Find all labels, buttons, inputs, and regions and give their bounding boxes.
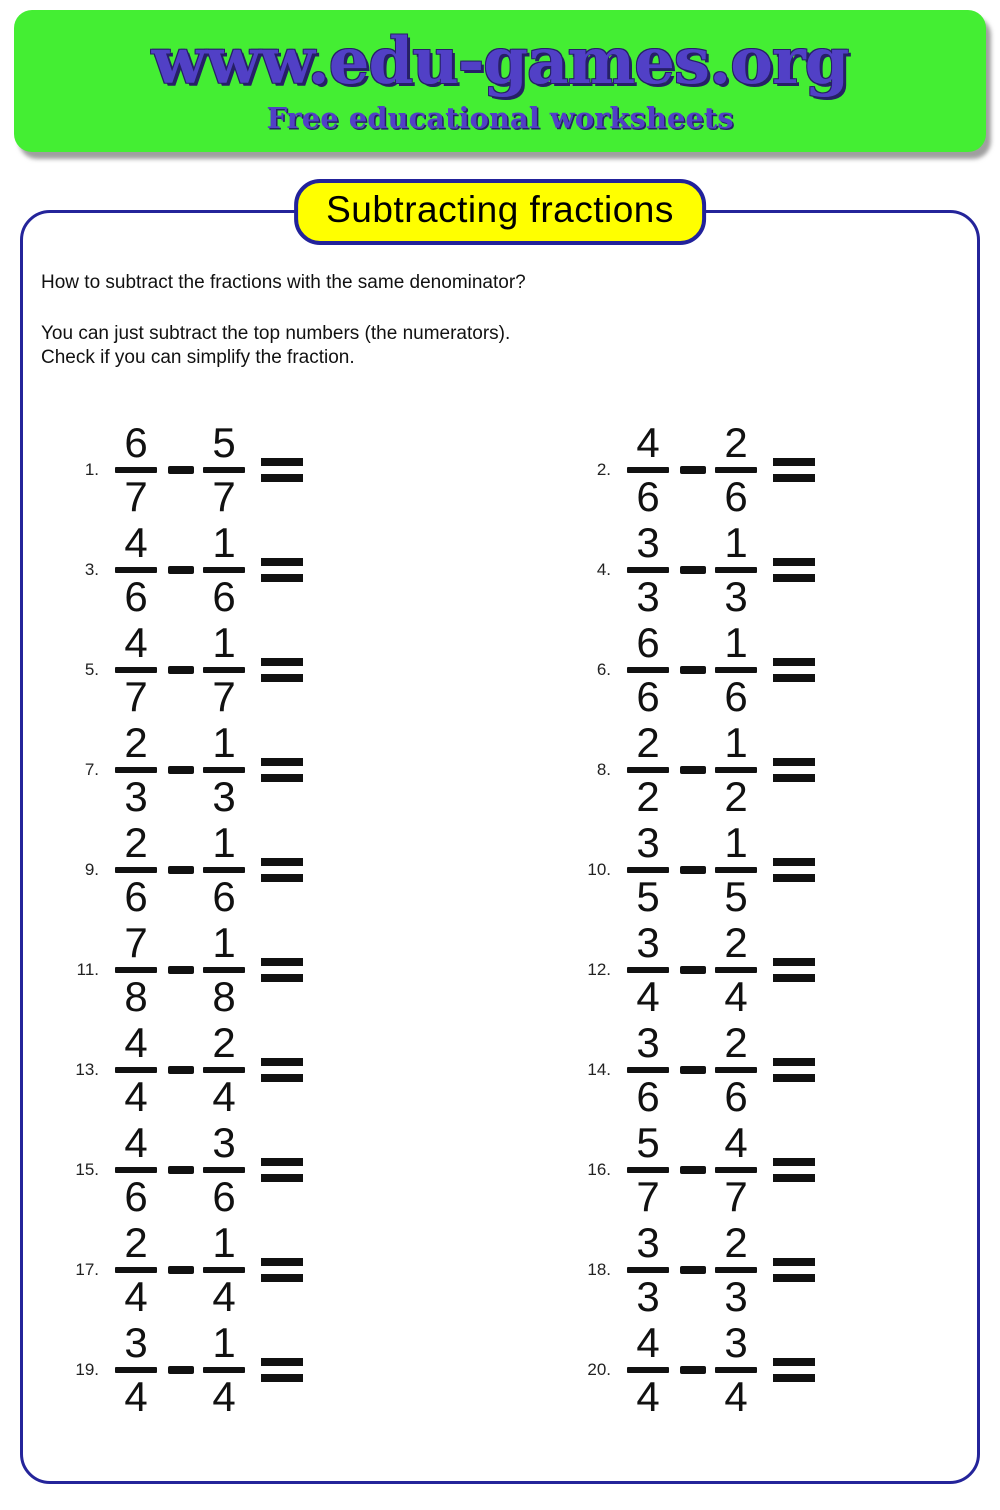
denominator: 3 <box>636 1273 660 1320</box>
problem-row <box>505 1320 977 1420</box>
numerator: 3 <box>636 1019 660 1066</box>
fraction-minuend <box>115 719 157 820</box>
numerator: 1 <box>212 819 236 866</box>
equals-icon <box>261 558 303 582</box>
minus-icon <box>168 1366 194 1374</box>
denominator: 5 <box>724 873 748 920</box>
denominator: 6 <box>212 873 236 920</box>
fraction-minuend <box>115 1119 157 1220</box>
instruction-tip-line2: Check if you can simplify the fraction. <box>41 347 355 368</box>
denominator: 3 <box>124 773 148 820</box>
fraction-subtrahend <box>715 719 757 820</box>
denominator: 7 <box>212 473 236 520</box>
minus-icon <box>168 1266 194 1274</box>
numerator: 3 <box>636 1219 660 1266</box>
equals-icon <box>261 758 303 782</box>
minus-icon <box>168 1066 194 1074</box>
site-subtitle: Free educational worksheets <box>266 100 734 135</box>
fraction-minuend <box>627 519 669 620</box>
numerator: 1 <box>724 519 748 566</box>
denominator: 6 <box>124 1173 148 1220</box>
problem-number: 2. <box>596 460 611 479</box>
numerator: 2 <box>212 1019 236 1066</box>
equals-icon <box>773 558 815 582</box>
problem-number: 3. <box>84 560 99 579</box>
problem-row <box>33 720 505 820</box>
numerator: 2 <box>124 1219 148 1266</box>
minus-icon <box>168 766 194 774</box>
problem-number: 7. <box>84 760 99 779</box>
denominator: 6 <box>212 573 236 620</box>
numerator: 2 <box>724 1219 748 1266</box>
denominator: 6 <box>124 873 148 920</box>
denominator: 6 <box>124 573 148 620</box>
fraction-subtrahend <box>715 919 757 1020</box>
denominator: 5 <box>636 873 660 920</box>
fraction-subtrahend <box>715 1319 757 1420</box>
denominator: 3 <box>636 573 660 620</box>
problem-row <box>505 820 977 920</box>
numerator: 2 <box>724 1019 748 1066</box>
denominator: 6 <box>636 473 660 520</box>
problem-number: 18. <box>587 1260 611 1279</box>
equals-icon <box>261 1058 303 1082</box>
equals-icon <box>773 458 815 482</box>
problem-row <box>505 620 977 720</box>
minus-icon <box>680 1066 706 1074</box>
numerator: 1 <box>724 619 748 666</box>
minus-icon <box>680 866 706 874</box>
problem-row <box>33 620 505 720</box>
numerator: 4 <box>124 1019 148 1066</box>
denominator: 3 <box>724 573 748 620</box>
problem-number: 16. <box>587 1160 611 1179</box>
equals-icon <box>261 1358 303 1382</box>
problem-number: 6. <box>596 660 611 679</box>
fraction-minuend <box>627 1119 669 1220</box>
problem-number: 10. <box>587 860 611 879</box>
problem-row <box>505 720 977 820</box>
numerator: 7 <box>124 919 148 966</box>
problem-number: 14. <box>587 1060 611 1079</box>
fraction-minuend <box>115 419 157 520</box>
fraction-minuend <box>627 719 669 820</box>
problem-row <box>33 1220 505 1320</box>
problem-number: 4. <box>596 560 611 579</box>
denominator: 4 <box>124 1273 148 1320</box>
problem-number: 5. <box>84 660 99 679</box>
problem-row <box>505 920 977 1020</box>
numerator: 1 <box>724 719 748 766</box>
minus-icon <box>680 766 706 774</box>
minus-icon <box>168 566 194 574</box>
denominator: 7 <box>124 473 148 520</box>
denominator: 4 <box>724 973 748 1020</box>
problem-number: 20. <box>587 1360 611 1379</box>
problem-row <box>33 520 505 620</box>
numerator: 1 <box>212 1319 236 1366</box>
denominator: 4 <box>636 1373 660 1420</box>
numerator: 3 <box>636 519 660 566</box>
denominator: 7 <box>124 673 148 720</box>
numerator: 2 <box>724 419 748 466</box>
fraction-minuend <box>115 1219 157 1320</box>
numerator: 6 <box>124 419 148 466</box>
equals-icon <box>773 858 815 882</box>
fraction-subtrahend <box>203 619 245 720</box>
equals-icon <box>261 1258 303 1282</box>
problem-row <box>33 820 505 920</box>
fraction-subtrahend <box>715 1019 757 1120</box>
denominator: 6 <box>724 1073 748 1120</box>
denominator: 8 <box>124 973 148 1020</box>
denominator: 4 <box>124 1073 148 1120</box>
numerator: 3 <box>724 1319 748 1366</box>
equals-icon <box>773 1358 815 1382</box>
equals-icon <box>773 958 815 982</box>
denominator: 3 <box>212 773 236 820</box>
numerator: 5 <box>636 1119 660 1166</box>
denominator: 2 <box>724 773 748 820</box>
minus-icon <box>680 566 706 574</box>
fraction-minuend <box>627 819 669 920</box>
fraction-subtrahend <box>715 419 757 520</box>
fraction-minuend <box>115 1319 157 1420</box>
worksheet-title: Subtracting fractions <box>294 179 706 245</box>
denominator: 2 <box>636 773 660 820</box>
problem-row <box>505 420 977 520</box>
problem-number: 15. <box>75 1160 99 1179</box>
denominator: 4 <box>124 1373 148 1420</box>
denominator: 8 <box>212 973 236 1020</box>
problem-row <box>33 1020 505 1120</box>
fraction-subtrahend <box>203 519 245 620</box>
denominator: 6 <box>212 1173 236 1220</box>
numerator: 4 <box>124 619 148 666</box>
problem-number: 8. <box>596 760 611 779</box>
minus-icon <box>168 666 194 674</box>
denominator: 7 <box>636 1173 660 1220</box>
problem-number: 11. <box>76 960 99 979</box>
equals-icon <box>261 458 303 482</box>
problem-number: 12. <box>587 960 611 979</box>
problem-number: 19. <box>75 1360 99 1379</box>
fraction-subtrahend <box>203 1319 245 1420</box>
denominator: 6 <box>636 673 660 720</box>
numerator: 3 <box>124 1319 148 1366</box>
numerator: 1 <box>724 819 748 866</box>
fraction-minuend <box>115 619 157 720</box>
numerator: 1 <box>212 519 236 566</box>
denominator: 6 <box>724 473 748 520</box>
fraction-subtrahend <box>715 819 757 920</box>
numerator: 4 <box>124 1119 148 1166</box>
problem-number: 1. <box>84 460 99 479</box>
numerator: 4 <box>636 419 660 466</box>
instruction-tip-line1: You can just subtract the top numbers (the numerators). <box>41 323 511 344</box>
denominator: 6 <box>636 1073 660 1120</box>
numerator: 1 <box>212 919 236 966</box>
fraction-subtrahend <box>715 519 757 620</box>
numerator: 2 <box>124 719 148 766</box>
problem-number: 17. <box>75 1260 99 1279</box>
fraction-minuend <box>627 1019 669 1120</box>
equals-icon <box>261 958 303 982</box>
equals-icon <box>261 658 303 682</box>
fraction-subtrahend <box>715 619 757 720</box>
fraction-subtrahend <box>203 419 245 520</box>
equals-icon <box>261 1158 303 1182</box>
fraction-subtrahend <box>203 1219 245 1320</box>
fraction-minuend <box>627 1219 669 1320</box>
numerator: 3 <box>636 919 660 966</box>
problem-row <box>505 1120 977 1220</box>
fraction-minuend <box>627 419 669 520</box>
numerator: 3 <box>212 1119 236 1166</box>
fraction-minuend <box>115 1019 157 1120</box>
fraction-subtrahend <box>715 1119 757 1220</box>
denominator: 7 <box>212 673 236 720</box>
equals-icon <box>773 1058 815 1082</box>
minus-icon <box>680 1166 706 1174</box>
fraction-subtrahend <box>203 819 245 920</box>
instruction-question: How to subtract the fractions with the same denominator? <box>41 272 526 293</box>
fraction-subtrahend <box>715 1219 757 1320</box>
problem-number: 9. <box>84 860 99 879</box>
fraction-minuend <box>627 919 669 1020</box>
numerator: 1 <box>212 1219 236 1266</box>
fraction-minuend <box>115 519 157 620</box>
denominator: 4 <box>212 1073 236 1120</box>
denominator: 4 <box>636 973 660 1020</box>
equals-icon <box>773 658 815 682</box>
equals-icon <box>773 1258 815 1282</box>
denominator: 4 <box>212 1273 236 1320</box>
minus-icon <box>680 466 706 474</box>
minus-icon <box>680 1266 706 1274</box>
denominator: 3 <box>724 1273 748 1320</box>
numerator: 4 <box>636 1319 660 1366</box>
denominator: 7 <box>724 1173 748 1220</box>
denominator: 4 <box>724 1373 748 1420</box>
minus-icon <box>168 1166 194 1174</box>
worksheet-sheet <box>20 189 980 1484</box>
fraction-subtrahend <box>203 919 245 1020</box>
problem-row <box>505 1020 977 1120</box>
numerator: 2 <box>124 819 148 866</box>
numerator: 5 <box>212 419 236 466</box>
numerator: 4 <box>124 519 148 566</box>
numerator: 4 <box>724 1119 748 1166</box>
minus-icon <box>680 666 706 674</box>
denominator: 4 <box>212 1373 236 1420</box>
problem-row <box>33 420 505 520</box>
minus-icon <box>168 466 194 474</box>
minus-icon <box>680 1366 706 1374</box>
minus-icon <box>168 866 194 874</box>
fraction-subtrahend <box>203 1019 245 1120</box>
numerator: 6 <box>636 619 660 666</box>
numerator: 1 <box>212 619 236 666</box>
minus-icon <box>680 966 706 974</box>
fraction-minuend <box>115 919 157 1020</box>
equals-icon <box>773 758 815 782</box>
equals-icon <box>773 1158 815 1182</box>
site-title: www.edu-games.org <box>151 23 849 99</box>
fraction-subtrahend <box>203 1119 245 1220</box>
fraction-minuend <box>115 819 157 920</box>
fraction-subtrahend <box>203 719 245 820</box>
problem-row <box>505 1220 977 1320</box>
site-banner <box>14 10 986 152</box>
problem-row <box>505 520 977 620</box>
equals-icon <box>261 858 303 882</box>
problems-grid <box>23 420 977 1420</box>
minus-icon <box>168 966 194 974</box>
numerator: 3 <box>636 819 660 866</box>
fraction-minuend <box>627 619 669 720</box>
problem-row <box>33 1120 505 1220</box>
numerator: 2 <box>724 919 748 966</box>
numerator: 1 <box>212 719 236 766</box>
problem-number: 13. <box>75 1060 99 1079</box>
numerator: 2 <box>636 719 660 766</box>
problem-row <box>33 920 505 1020</box>
fraction-minuend <box>627 1319 669 1420</box>
denominator: 6 <box>724 673 748 720</box>
problem-row <box>33 1320 505 1420</box>
